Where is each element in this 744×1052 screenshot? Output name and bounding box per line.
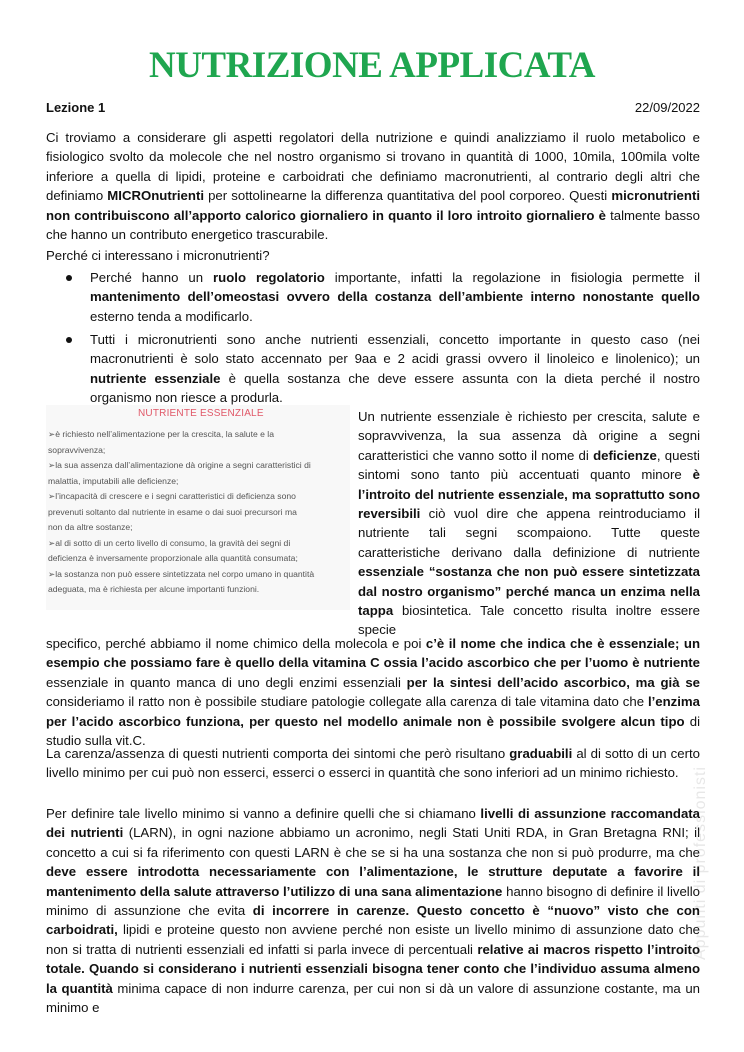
- figure-line: ➢la sua assenza dall’alimentazione dà origine a segni caratteristici di: [48, 460, 311, 470]
- intro-run: MICROnutrienti: [107, 188, 204, 204]
- figure-line: malattia, imputabili alle deficienze;: [48, 475, 179, 486]
- bullet-marker: [66, 337, 72, 343]
- bullet2-run: Tutti i micronutrienti sono anche nutrienti essenziali, concetto importante in questo caso (nei macronutrienti è solo stato accennato per 9aa e 2 acidi grassi ovvero il linoleico e linolenico); un: [90, 332, 700, 367]
- para_larn-run: (LARN), in ogni nazione abbiamo un acronimo, negli Stati Uniti RDA, in Gran Bretagna RNI; il concetto a cui si fa riferimento con questi LARN è che se si ha una sostanza che non si può produrre, ma che: [46, 825, 700, 860]
- figure-line: ➢è richiesto nell’alimentazione per la crescita, la salute e la: [48, 429, 274, 439]
- rightcol-run: deficienze: [593, 447, 657, 463]
- carenza-paragraph: [46, 744, 700, 783]
- para_larn-run: Per definire tale livello minimo si vanno a definire quelli che si chiamano: [46, 806, 481, 821]
- rightcol-run: ciò vuol dire che appena reintroduciamo il nutriente tali segni scompaiono. Tutte queste caratteristiche derivano dalla definizione di nutriente: [358, 506, 700, 560]
- bullet2-run: nutriente essenziale: [90, 370, 221, 386]
- continuation-paragraph: [46, 634, 700, 750]
- rightcol-run: , questi sintomi sono tanto più accentuati quanto minore: [358, 447, 700, 483]
- para_cont-run: l’enzima per l’acido ascorbico funziona, per questo nel modello animale non è possibile svolgere alcun tipo: [46, 694, 700, 729]
- intro-run: per sottolinearne la differenza quantitativa del pool corporeo. Questi: [204, 188, 612, 204]
- figure-line: ➢la sostanza non può essere sintetizzata nel corpo umano in quantità: [48, 568, 315, 579]
- para_larn-run: relative ai macros rispetto l’introito totale. Quando si considerano i nutrienti essenziali bisogna tener conto che l’individuo assuma almeno la quantità: [46, 941, 700, 996]
- para_carenza-run: graduabili: [509, 746, 573, 761]
- para_carenza-run: La carenza/assenza di questi nutrienti comporta dei sintomi che però risultano: [46, 746, 510, 761]
- para_larn-run: hanno bisogno di definire il livello minimo di assunzione che evita: [46, 883, 700, 919]
- figure-line: non da altre sostanze;: [48, 522, 133, 532]
- intro-paragraph: [46, 128, 700, 244]
- figure-line: sopravvivenza;: [48, 444, 106, 455]
- lesson-label: Lezione 1: [46, 100, 106, 115]
- para_larn-run: minima capace di non indurre carenza, per cui non si dà un valore di assunzione costante, ma un minimo e: [46, 980, 700, 1016]
- rightcol-run: è l’introito del nutriente essenziale, ma soprattutto sono reversibili: [358, 467, 700, 522]
- para_cont-run: consideriamo il ratto non è possibile studiare patologie collegate alla carenza di tale vitamina dato che: [46, 694, 648, 710]
- para_carenza-run: al di sotto di un certo livello minimo per cui può non esserci, esserci o esserci in quantità che sono inferiori ad un minimo richiesto.: [46, 746, 700, 781]
- rightcol-run: biosintetica. Tale concetto risulta inoltre essere specie: [358, 603, 700, 638]
- figure-line: prevenuti soltanto dal nutriente in esame o dai suoi precursori ma: [48, 506, 297, 517]
- bullet1-run: Perché hanno un: [90, 270, 214, 285]
- nutriente-essenziale-figure: [46, 405, 350, 610]
- para_larn-run: deve essere introdotta necessariamente con l’alimentazione, le strutture deputate a favorire il mantenimento della salute attraverso l’utilizzo di una sana alimentazione: [46, 864, 700, 899]
- figure-line: ➢l’incapacità di crescere e i segni caratteristici di deficienza sono: [48, 491, 296, 501]
- bullet1-run: esterno tenda a modificarlo.: [90, 308, 253, 324]
- page-title: NUTRIZIONE APPLICATA: [148, 45, 596, 86]
- question-line: Perché ci interessano i micronutrienti?: [46, 248, 270, 263]
- para_cont-run: essenziale in quanto manca di uno degli enzimi essenziali: [46, 674, 407, 690]
- para_larn-run: livelli di assunzione raccomandata dei nutrienti: [46, 806, 701, 841]
- right-column-paragraph: [358, 407, 700, 640]
- rightcol-run: Un nutriente essenziale è richiesto per crescita, salute e sopravvivenza, la sua assenza dà origine a segni caratteristici che vanno sotto il nome di: [358, 409, 700, 463]
- bullet-marker: [66, 275, 72, 281]
- intro-run: Ci troviamo a considerare gli aspetti regolatori della nutrizione e quindi analizziamo il ruolo metabolico e fisiologico svolto da molecole che nel nostro organismo si trovano in quantità di 1000, 10mila, 100mila volte inferiore a quella di lipidi, proteine e carboidrati che definiamo macronutrienti, al contrario degli altri che definiamo: [46, 130, 700, 204]
- bullet1-run: ruolo regolatorio: [213, 270, 325, 285]
- para_cont-run: di studio sulla vit.C.: [46, 713, 700, 749]
- intro-run: micronutrienti non contribuiscono all’apporto calorico giornaliero in quanto il loro introito giornaliero è: [46, 188, 700, 223]
- figure-line: ➢al di sotto di un certo livello di consumo, la gravità dei segni di: [48, 537, 291, 548]
- bullet1-run: mantenimento dell’omeostasi ovvero della costanza dell’ambiente interno nonostante quello: [90, 289, 700, 305]
- lesson-date: 22/09/2022: [634, 100, 700, 115]
- para_larn-run: lipidi e proteine questo non avviene perché non esiste un livello minimo di assunzione dato che non si tratta di nutrienti essenziali ed infatti si parla invece di percentuali: [46, 922, 700, 957]
- figure-line: adeguata, ma è richiesta per alcune importanti funzioni.: [48, 584, 260, 594]
- figure-title: NUTRIENTE ESSENZIALE: [138, 408, 264, 419]
- rightcol-run: essenziale “sostanza che non può essere sintetizzata dal nostro organismo” perché manca un enzima nella tappa: [358, 564, 700, 619]
- bullet1-run: importante, infatti la regolazione in fisiologia permette il: [324, 270, 701, 285]
- para_cont-run: specifico, perché abbiamo il nome chimico della molecola e poi: [46, 636, 426, 651]
- bullet2-run: è quella sostanza che deve essere assunta con la dieta perché il nostro organismo non riesce a produrla.: [90, 370, 701, 406]
- figure-line: deficienza è inversamente proporzionale alla quantità consumata;: [48, 553, 298, 563]
- larn-paragraph: [46, 804, 700, 1017]
- watermark: Appunti di professionisti: [692, 766, 709, 960]
- intro-run: talmente basso che hanno un contributo energetico trascurabile.: [46, 207, 700, 243]
- bullet-item-essenziali: [90, 330, 700, 408]
- para_cont-run: per la sintesi dell’acido ascorbico, ma già se: [406, 674, 701, 690]
- bullet-item-regolatorio: [90, 268, 700, 326]
- para_cont-run: c’è il nome che indica che è essenziale; un esempio che possiamo fare è quello della vitamina C ossia l’acido ascorbico che per l’uomo è nutriente: [46, 636, 700, 671]
- para_larn-run: di incorrere in carenze. Questo concetto è “nuovo” visto che con carboidrati,: [46, 903, 700, 938]
